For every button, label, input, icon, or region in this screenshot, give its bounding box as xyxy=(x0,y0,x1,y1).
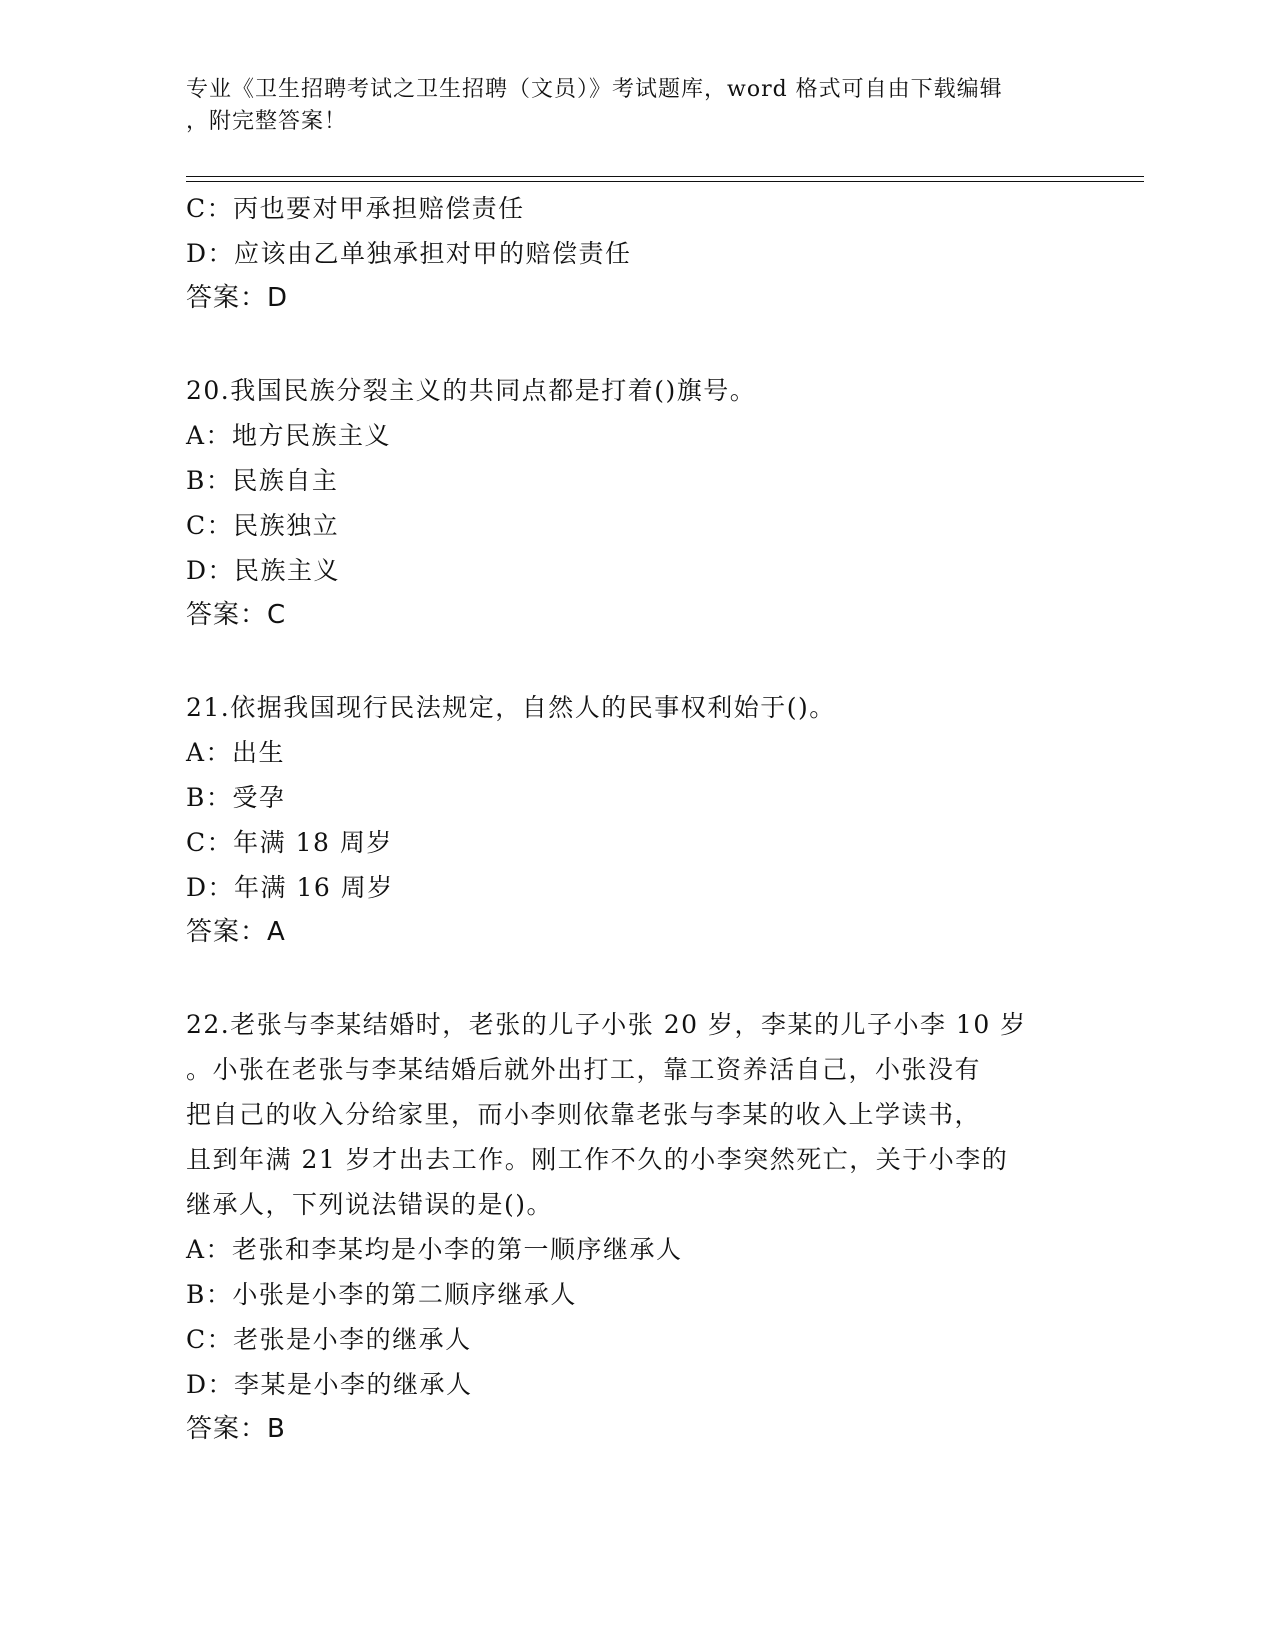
spacer xyxy=(186,955,1086,1002)
option-d: D：李某是小李的继承人 xyxy=(186,1370,473,1399)
question-list xyxy=(186,186,1086,1452)
option-c: C：老张是小李的继承人 xyxy=(186,1325,472,1354)
option-d: D：年满 16 周岁 xyxy=(186,873,394,902)
question-block-20 xyxy=(186,368,1086,638)
question-stem-line-3: 把自己的收入分给家里，而小李则依靠老张与李某的收入上学读书， xyxy=(186,1100,982,1129)
option-b: B：民族自主 xyxy=(186,466,339,495)
question-stem: 21.依据我国现行民法规定，自然人的民事权利始于()。 xyxy=(186,693,836,722)
option-d: D：应该由乙单独承担对甲的赔偿责任 xyxy=(186,239,632,268)
question-block-21 xyxy=(186,685,1086,955)
answer-label: 答案：B xyxy=(186,1414,286,1444)
question-block-22 xyxy=(186,1002,1086,1452)
spacer xyxy=(186,638,1086,685)
header-divider-bottom xyxy=(186,181,1144,182)
question-stem: 20.我国民族分裂主义的共同点都是打着()旗号。 xyxy=(186,376,757,405)
option-c: C：年满 18 周岁 xyxy=(186,828,393,857)
answer-label: 答案：C xyxy=(186,600,287,630)
option-b: B：受孕 xyxy=(186,783,286,812)
answer-label: 答案：D xyxy=(186,283,289,313)
answer-label: 答案：A xyxy=(186,917,286,947)
option-c: C：丙也要对甲承担赔偿责任 xyxy=(186,194,525,223)
option-a: A：出生 xyxy=(186,738,286,767)
header-divider-top xyxy=(186,176,1144,177)
option-b: B：小张是小李的第二顺序继承人 xyxy=(186,1280,577,1309)
spacer xyxy=(186,321,1086,368)
header-line-2: ，附完整答案！ xyxy=(186,109,348,134)
option-a: A：地方民族主义 xyxy=(186,421,392,450)
document-header xyxy=(186,74,1066,138)
question-stem-line-4: 且到年满 21 岁才出去工作。刚工作不久的小李突然死亡，关于小李的 xyxy=(186,1145,1009,1174)
option-c: C：民族独立 xyxy=(186,511,340,540)
question-block-19 xyxy=(186,186,1086,321)
option-d: D：民族主义 xyxy=(186,556,341,585)
question-stem-line-1: 22.老张与李某结婚时，老张的儿子小张 20 岁，李某的儿子小李 10 岁 xyxy=(186,1010,1027,1039)
option-a: A：老张和李某均是小李的第一顺序继承人 xyxy=(186,1235,683,1264)
question-stem-line-5: 继承人，下列说法错误的是()。 xyxy=(186,1190,554,1219)
header-line-1: 专业《卫生招聘考试之卫生招聘（文员）》考试题库，word 格式可自由下载编辑 xyxy=(186,77,1003,102)
question-stem-line-2: 。小张在老张与李某结婚后就外出打工，靠工资养活自己，小张没有 xyxy=(186,1055,982,1084)
